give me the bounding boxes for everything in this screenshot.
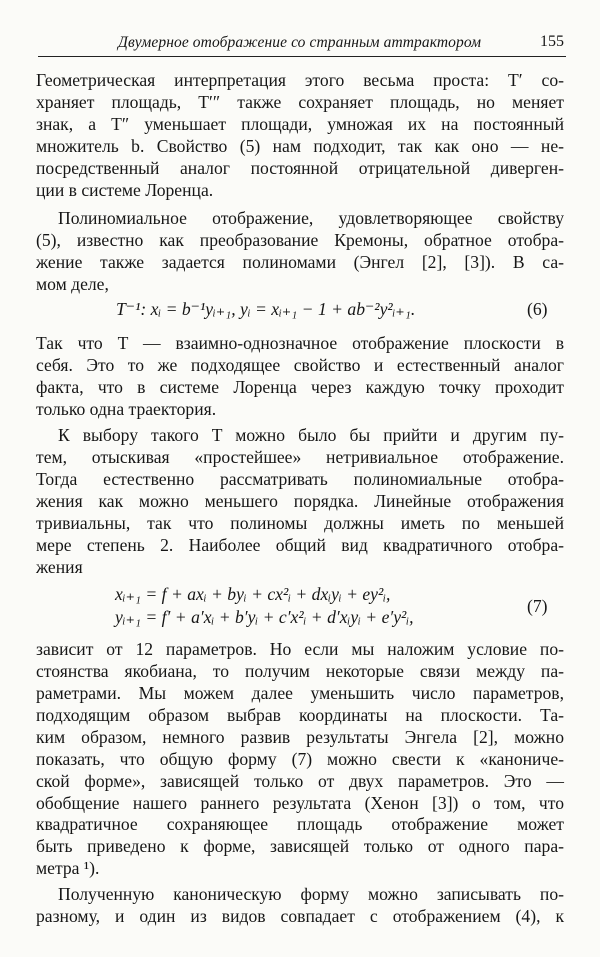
equation-7-line-2: yᵢ₊₁ = f′ + a′xᵢ + b′yᵢ + c′x²ᵢ + d′xᵢyᵢ + e′y²ᵢ,: [115, 607, 414, 627]
text-line: Полученную каноническую форму можно записывать по-: [58, 884, 564, 904]
text-line: мом деле,: [36, 274, 109, 294]
text-line: множитель b. Свойство (5) нам подходит, так как оно — не-: [36, 136, 564, 156]
equation-6-number: (6): [527, 299, 548, 319]
text-line: ким образом, немного развив результаты Энгела [2], можно: [36, 727, 564, 747]
text-line: квадратичное сохраняющее площадь отображение может: [36, 814, 564, 834]
text-line: раметрами. Мы можем далее уменьшить число параметров,: [36, 683, 564, 703]
equation-6: T⁻¹: xᵢ = b⁻¹yᵢ₊₁, yᵢ = xᵢ₊₁ − 1 + ab⁻²y²ᵢ₊₁.: [116, 299, 416, 319]
text-line: тривиальны, так что полиномы должны иметь по меньшей: [36, 513, 564, 533]
text-line: храняет площадь, T′″ также сохраняет площадь, но меняет: [36, 92, 564, 112]
text-line: ской форме», зависящей только от двух параметров. Это —: [36, 771, 564, 791]
text-line: Так что T — взаимно-однозначное отображение плоскости в: [36, 333, 564, 353]
text-line: знак, а T″ уменьшает площади, умножая их на постоянный: [36, 114, 564, 134]
text-line: К выбору такого T можно было бы прийти и другим пу-: [58, 425, 564, 445]
text-line: Геометрическая интерпретация этого весьма проста: T′ со-: [36, 70, 564, 90]
text-line: разному, и один из видов совпадает с отображением (4), к: [36, 906, 564, 926]
page-header: [38, 30, 566, 57]
equation-7-number: (7): [527, 596, 548, 616]
text-line: мере степень 2. Наиболее общий вид квадратичного отобра-: [36, 535, 564, 555]
text-line: зависит от 12 параметров. Но если мы наложим условие по-: [36, 639, 564, 659]
text-line: обобщение нашего раннего результата (Хенон [3]) о том, что: [36, 793, 564, 813]
text-line: (5), известно как преобразование Кремоны, обратное отобра-: [36, 230, 564, 250]
text-line: себя. Это то же подходящее свойство и естественный аналог: [36, 355, 564, 375]
text-line: показать, что общую форму (7) можно свести к «канониче-: [36, 749, 564, 769]
running-title: Двумерное отображение со странным аттрактором: [118, 34, 482, 51]
page-number: 155: [540, 33, 564, 50]
text-line: Полиномиальное отображение, удовлетворяющее свойству: [58, 208, 564, 228]
text-line: факта, что в системе Лоренца через каждую точку проходит: [36, 377, 564, 397]
text-line: тем, отыскивая «простейшее» нетривиальное отображение.: [36, 447, 564, 467]
text-line: стоянства якобиана, то получим некоторые связи между па-: [36, 661, 564, 681]
text-line: жение также задается полиномами (Энгел [2], [3]). В са-: [36, 252, 564, 272]
text-line: посредственный аналог постоянной отрицательной диверген-: [36, 158, 564, 178]
equation-7-line-1: xᵢ₊₁ = f + axᵢ + byᵢ + cx²ᵢ + dxᵢyᵢ + ey²ᵢ,: [115, 584, 391, 604]
text-line: ции в системе Лоренца.: [36, 180, 214, 200]
text-line: Тогда естественно рассматривать полиномиальные отобра-: [36, 469, 564, 489]
text-line: метра ¹).: [36, 858, 100, 878]
text-line: подходящим образом выбрав координаты на плоскости. Та-: [36, 705, 564, 725]
text-line: жения как можно меньшего порядка. Линейные отображения: [36, 491, 564, 511]
text-line: только одна траектория.: [36, 399, 217, 419]
text-line: жения: [36, 557, 83, 577]
text-line: быть приведено к форме, зависящей только от одного пара-: [36, 836, 564, 856]
